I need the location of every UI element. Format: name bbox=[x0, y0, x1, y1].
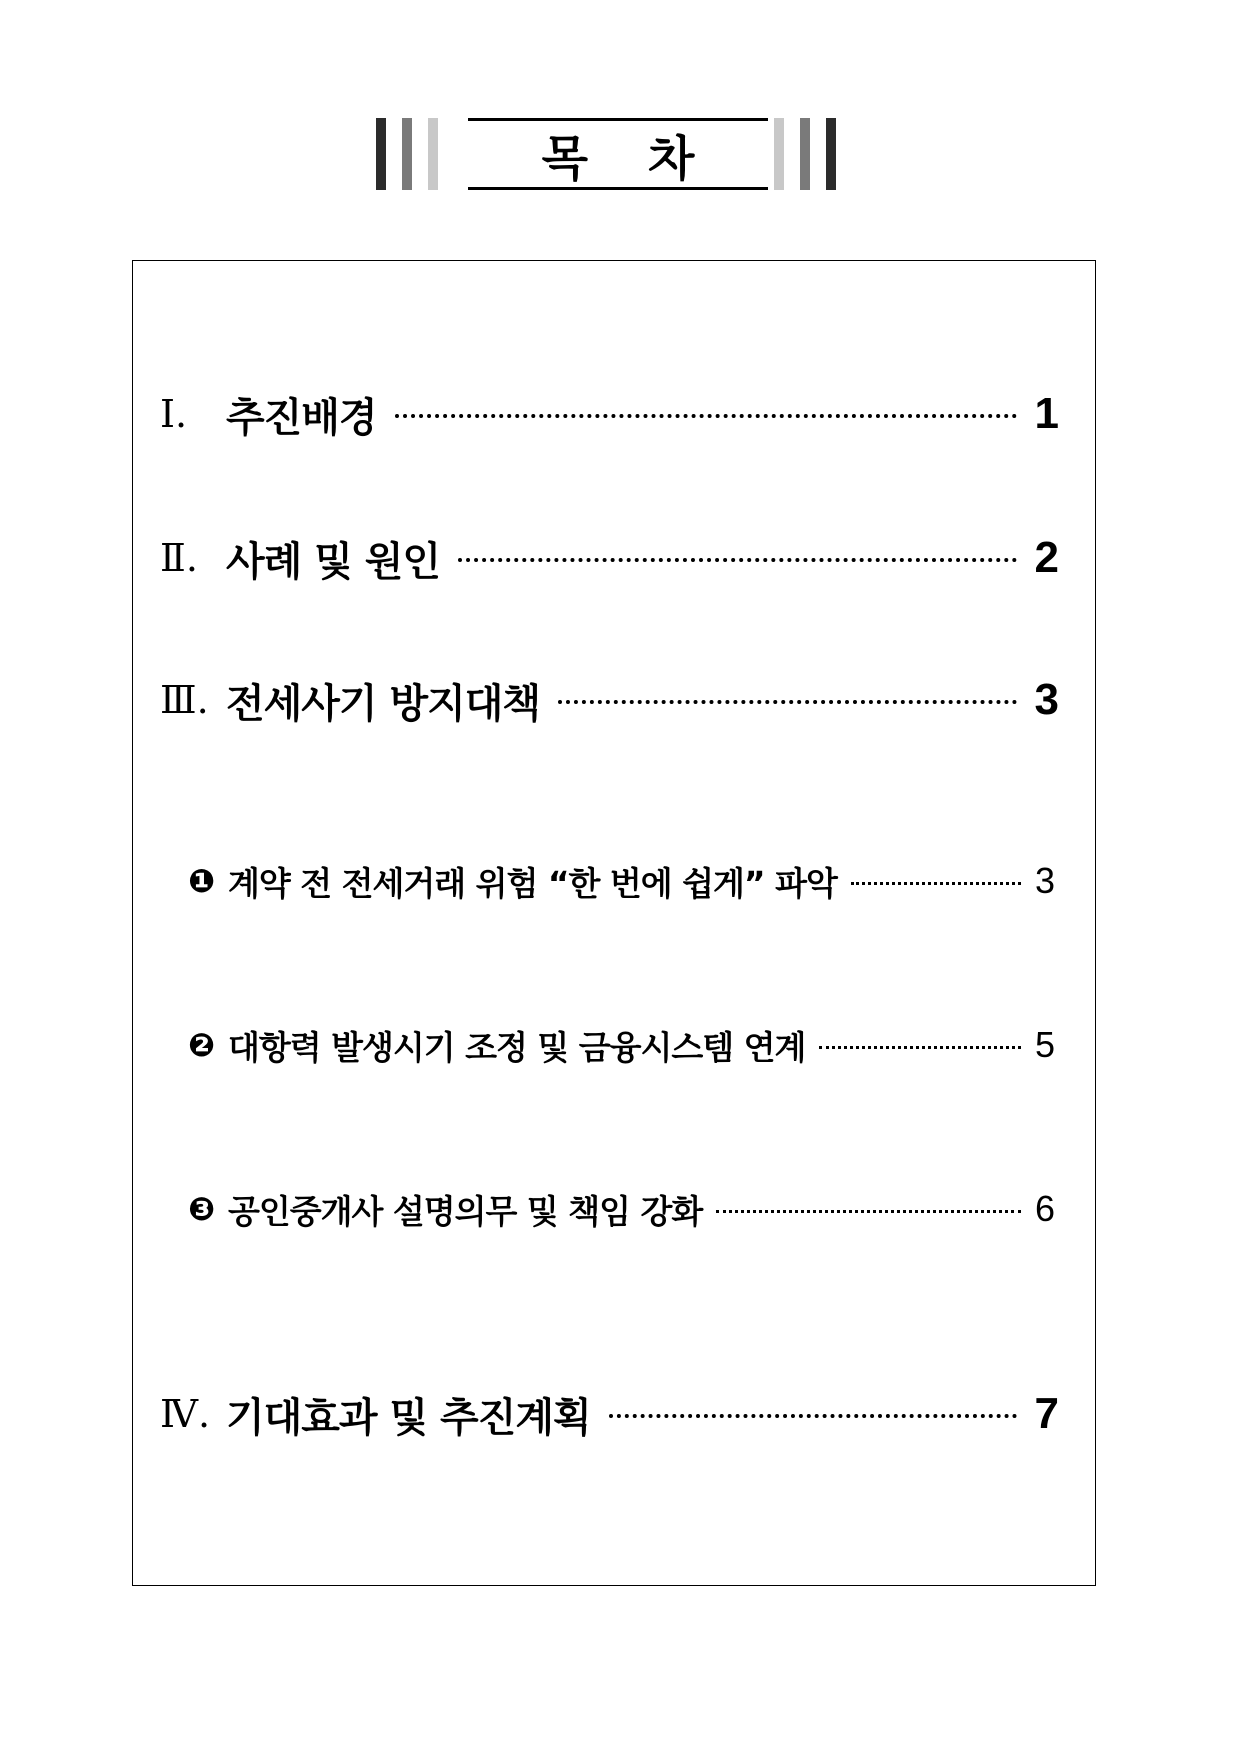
title-bar-right-2 bbox=[800, 118, 810, 190]
dot-leader bbox=[851, 882, 1021, 885]
toc-entry-subsection-3[interactable] bbox=[188, 1184, 1055, 1234]
subsection-label: 계약 전 전세거래 위험 “한 번에 쉽게” 파악 bbox=[228, 863, 837, 903]
title-box bbox=[468, 118, 768, 190]
number-bullet: ❸ bbox=[188, 1190, 216, 1228]
dot-leader bbox=[819, 1046, 1021, 1049]
section-numeral: Ⅰ. bbox=[160, 392, 188, 436]
toc-title-block bbox=[376, 118, 860, 190]
page-number: 7 bbox=[1034, 1389, 1059, 1438]
section-label: 기대효과 및 추진계획 bbox=[226, 1394, 591, 1441]
subsection-label: 대항력 발생시기 조정 및 금융시스템 연계 bbox=[228, 1027, 806, 1067]
title-bar-left-1 bbox=[376, 118, 386, 190]
toc-entry-section-3[interactable] bbox=[160, 670, 1059, 730]
number-bullet: ❷ bbox=[188, 1026, 216, 1064]
title-bar-right-3 bbox=[826, 118, 836, 190]
dot-leader bbox=[609, 1414, 1017, 1418]
title-bar-left-2 bbox=[402, 118, 412, 190]
section-label: 사례 및 원인 bbox=[226, 538, 441, 585]
subsection-label: 공인중개사 설명의무 및 책임 강화 bbox=[228, 1191, 703, 1231]
toc-entry-subsection-2[interactable] bbox=[188, 1020, 1055, 1070]
dot-leader bbox=[395, 414, 1017, 418]
dot-leader bbox=[716, 1210, 1021, 1213]
toc-entry-section-1[interactable] bbox=[160, 384, 1059, 444]
title-bar-left-3 bbox=[428, 118, 438, 190]
dot-leader bbox=[458, 558, 1016, 562]
title-bar-right-1 bbox=[774, 118, 784, 190]
section-label: 전세사기 방지대책 bbox=[226, 680, 541, 727]
toc-entry-section-2[interactable] bbox=[160, 528, 1059, 588]
page-number: 3 bbox=[1034, 675, 1059, 724]
section-numeral: Ⅲ. bbox=[160, 678, 209, 722]
page-number: 1 bbox=[1034, 389, 1059, 438]
page-title: 목차 bbox=[541, 130, 755, 187]
dot-leader bbox=[558, 700, 1016, 704]
section-numeral: Ⅳ. bbox=[160, 1392, 211, 1436]
page-number: 6 bbox=[1034, 1188, 1055, 1229]
page-number: 5 bbox=[1034, 1024, 1055, 1065]
section-label: 추진배경 bbox=[226, 394, 377, 441]
toc-entry-subsection-1[interactable] bbox=[188, 856, 1055, 906]
page-number: 3 bbox=[1034, 860, 1055, 901]
toc-entry-section-4[interactable] bbox=[160, 1384, 1059, 1444]
section-numeral: Ⅱ. bbox=[160, 536, 198, 580]
number-bullet: ❶ bbox=[188, 862, 216, 900]
page-number: 2 bbox=[1034, 533, 1059, 582]
